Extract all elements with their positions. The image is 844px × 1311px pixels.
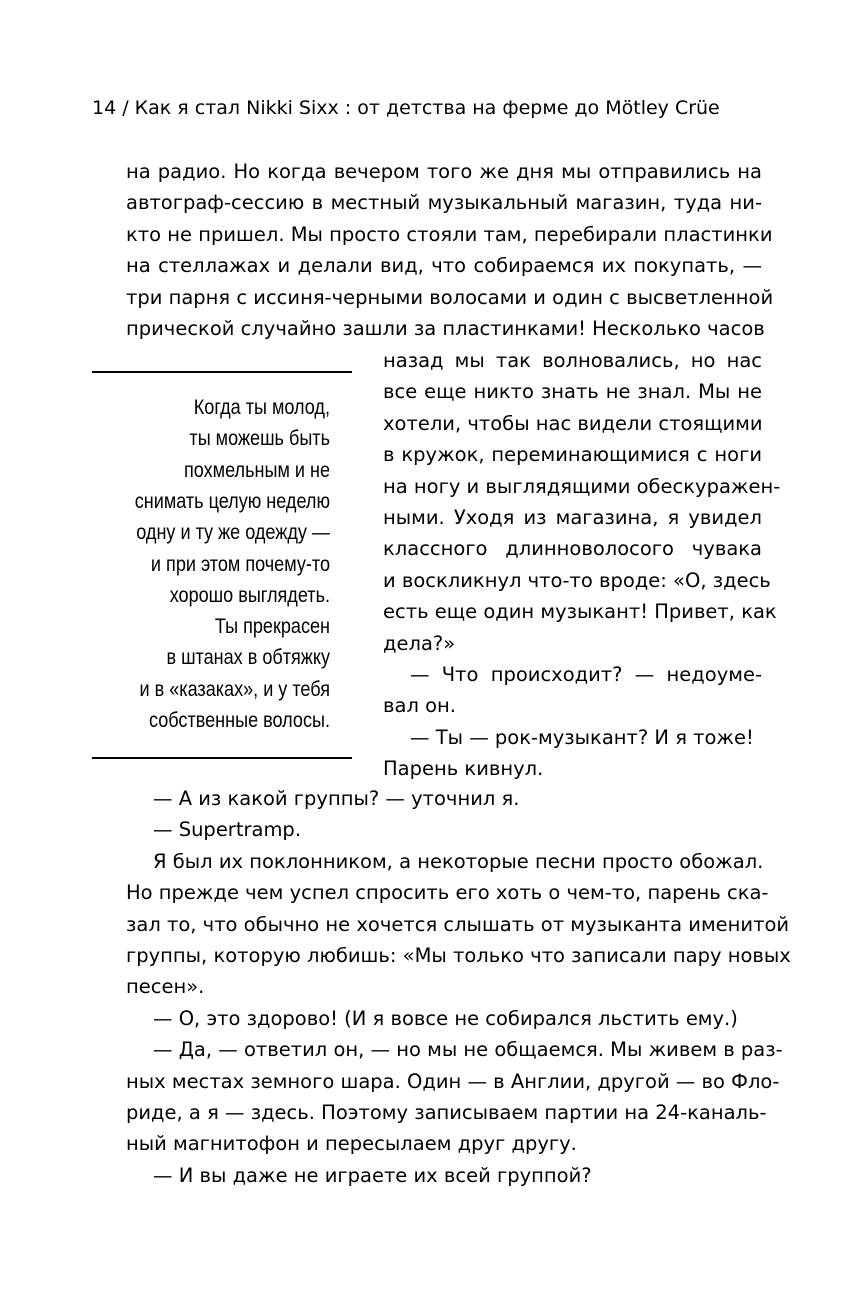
text-line: ных местах земного шара. Один — в Англии, другой — во Фло-	[126, 1069, 780, 1093]
pull-quote-line: собственные волосы.	[148, 709, 330, 732]
text-line: Я был их поклонником, а некоторые песни просто обожал.	[153, 849, 764, 873]
pull-quote-line: Ты прекрасен	[214, 615, 330, 639]
text-line: дела?»	[383, 631, 456, 655]
pull-quote-line: и при этом почему-то	[150, 552, 330, 576]
text-line: назад мы так волновались, но нас	[383, 349, 762, 372]
text-line: есть еще один музыкант! Привет, как	[383, 600, 777, 624]
text-line: ный магнитофон и пересылаем друг другу.	[126, 1132, 577, 1156]
text-line: автограф-сессию в местный музыкальный магазин, туда ни-	[126, 191, 762, 215]
text-line: — Ты — рок-музыкант? И я тоже!	[410, 725, 754, 749]
text-line: и воскликнул что-то вроде: «О, здесь	[383, 568, 771, 592]
text-line: все еще никто знать не знал. Мы не	[383, 380, 762, 404]
pull-quote-bottom-rule	[92, 757, 352, 759]
running-head: 14 / Как я стал Nikki Sixx : от детства на ферме до Mötley Crüe	[92, 97, 720, 119]
pull-quote-line: снимать целую неделю	[134, 489, 330, 513]
text-line: Парень кивнул.	[383, 757, 544, 781]
pull-quote-line: в штанах в обтяжку	[166, 646, 330, 670]
text-line: — А из какой группы? — уточнил я.	[153, 787, 520, 810]
text-line: на ногу и выглядящими обескуражен-	[383, 474, 781, 498]
text-line: — О, это здорово! (И я вовсе не собирался льстить ему.)	[153, 1006, 738, 1030]
text-line: кто не пришел. Мы просто стояли там, перебирали пластинки	[126, 222, 773, 246]
text-line: три парня с иссиня-черными волосами и один с высветленной	[126, 285, 774, 309]
pull-quote-top-rule	[92, 371, 352, 373]
pull-quote-line: Когда ты молод,	[193, 396, 330, 419]
text-line: — Что происходит? — недоуме-	[410, 663, 762, 686]
text-line: хотели, чтобы нас видели стоящими	[383, 411, 763, 435]
text-line: группы, которую любишь: «Мы только что записали пару новых	[126, 944, 791, 967]
text-line: на радио. Но когда вечером того же дня мы отправились на	[126, 160, 762, 183]
text-line: зал то, что обычно не хочется слышать от музыканта именитой	[126, 912, 790, 936]
text-line: на стеллажах и делали вид, что собираемся их покупать, —	[126, 254, 762, 278]
text-line: ными. Уходя из магазина, я увидел	[383, 506, 762, 529]
text-line: — Да, — ответил он, — но мы не общаемся. Мы живем в раз-	[153, 1038, 783, 1062]
text-line: — Supertramp.	[153, 818, 302, 842]
text-line: вал он.	[383, 694, 456, 718]
text-line: прической случайно зашли за пластинками! Несколько часов	[126, 317, 765, 340]
text-line: в кружок, переминающимися с ноги	[383, 443, 762, 467]
text-line: — И вы даже не играете их всей группой?	[153, 1163, 592, 1187]
text-line: риде, а я — здесь. Поэтому записываем партии на 24-каналь-	[126, 1101, 767, 1124]
pull-quote-line: и в «казаках», и у тебя	[139, 677, 330, 701]
text-line: Но прежде чем успел спросить его хоть о чем-то, парень ска-	[126, 881, 769, 905]
pull-quote-line: ты можешь быть	[189, 427, 330, 451]
pull-quote-line: одну и ту же одежду —	[136, 521, 330, 545]
pull-quote-line: похмельным и не	[184, 458, 330, 482]
text-line: песен».	[126, 975, 205, 999]
text-line: классного длинноволосого чувака	[383, 537, 762, 561]
pull-quote-line: хорошо выглядеть.	[169, 583, 330, 607]
